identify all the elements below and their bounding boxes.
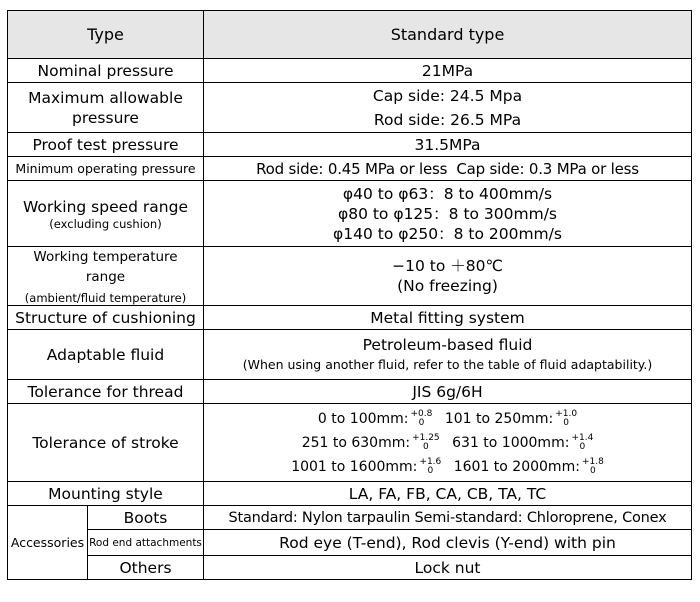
stroke-item: 631 to 1000mm: +1.4 0 bbox=[452, 432, 594, 452]
header-standard-type: Standard type bbox=[204, 11, 692, 59]
label-max-allowable-pressure bbox=[8, 83, 204, 133]
stroke-tolerance-fraction: +1.4 0 bbox=[571, 432, 594, 452]
value-mounting-style: LA, FA, FB, CA, CB, TA, TC bbox=[204, 482, 692, 506]
value-stroke-tolerance bbox=[204, 404, 692, 482]
label-working-speed bbox=[8, 181, 204, 247]
label-accessories: Accessories bbox=[8, 506, 88, 580]
header-type: Type bbox=[8, 11, 204, 59]
label-working-speed-sub: (excluding cushion) bbox=[49, 216, 162, 231]
stroke-item: 0 to 100mm: +0.8 0 bbox=[317, 408, 433, 428]
label-working-temperature bbox=[8, 247, 204, 306]
label-max-line1: Maximum allowable bbox=[28, 88, 183, 107]
label-proof-test-pressure: Proof test pressure bbox=[8, 133, 204, 157]
stroke-line-2 bbox=[208, 431, 687, 455]
temp-range: −10 to ＋80℃ bbox=[392, 257, 503, 275]
label-others: Others bbox=[88, 556, 204, 580]
label-rod-end: Rod end attachments bbox=[88, 530, 204, 556]
stroke-item: 251 to 630mm: +1.25 0 bbox=[301, 432, 440, 452]
row-accessories-boots bbox=[8, 506, 692, 530]
fluid-note: (When using another fluid, refer to the table of fluid adaptability.) bbox=[242, 356, 653, 372]
label-working-temp-main: Working temperature range bbox=[33, 249, 178, 285]
value-others: Lock nut bbox=[204, 556, 692, 580]
stroke-tolerance-fraction: +1.25 0 bbox=[412, 432, 440, 452]
stroke-item: 1601 to 2000mm: +1.8 0 bbox=[453, 456, 604, 476]
value-rod-end: Rod eye (T-end), Rod clevis (Y-end) with pin bbox=[204, 530, 692, 556]
stroke-line-3 bbox=[208, 455, 687, 479]
label-thread-tolerance: Tolerance for thread bbox=[8, 380, 204, 404]
value-adaptable-fluid bbox=[204, 330, 692, 380]
stroke-item: 1001 to 1600mm: +1.6 0 bbox=[291, 456, 442, 476]
row-accessories-others bbox=[8, 556, 692, 580]
fluid-value: Petroleum-based fluid bbox=[362, 335, 533, 354]
header-row bbox=[8, 11, 692, 59]
row-nominal-pressure bbox=[8, 59, 692, 83]
row-stroke-tolerance bbox=[8, 404, 692, 482]
stroke-tolerance-fraction: +0.8 0 bbox=[410, 408, 433, 428]
stroke-tolerance-fraction: +1.0 0 bbox=[555, 408, 578, 428]
value-cap-side: Cap side: 24.5 Mpa bbox=[372, 86, 523, 105]
spec-table bbox=[7, 10, 692, 580]
label-stroke-tolerance: Tolerance of stroke bbox=[8, 404, 204, 482]
row-cushioning bbox=[8, 306, 692, 330]
row-working-speed bbox=[8, 181, 692, 247]
value-boots: Standard: Nylon tarpaulin Semi-standard: Chloroprene, Conex bbox=[204, 506, 692, 530]
speed-line-1: φ40 to φ63：8 to 400mm/s bbox=[342, 184, 553, 203]
label-cushioning: Structure of cushioning bbox=[8, 306, 204, 330]
value-working-speed bbox=[204, 181, 692, 247]
speed-line-2: φ80 to φ125：8 to 300mm/s bbox=[337, 204, 558, 223]
row-max-allowable-pressure bbox=[8, 83, 692, 133]
value-min-operating-pressure: Rod side: 0.45 MPa or less Cap side: 0.3 MPa or less bbox=[204, 157, 692, 181]
stroke-tolerance-fraction: +1.8 0 bbox=[581, 456, 604, 476]
row-min-operating-pressure bbox=[8, 157, 692, 181]
value-cushioning: Metal fitting system bbox=[204, 306, 692, 330]
value-working-temperature bbox=[204, 247, 692, 306]
value-thread-tolerance: JIS 6g/6H bbox=[204, 380, 692, 404]
temp-note: (No freezing) bbox=[397, 277, 498, 295]
stroke-item: 101 to 250mm: +1.0 0 bbox=[444, 408, 578, 428]
row-accessories-rod-end bbox=[8, 530, 692, 556]
row-proof-test-pressure bbox=[8, 133, 692, 157]
stroke-tolerance-fraction: +1.6 0 bbox=[419, 456, 442, 476]
label-nominal-pressure: Nominal pressure bbox=[8, 59, 204, 83]
row-thread-tolerance bbox=[8, 380, 692, 404]
label-max-line2: pressure bbox=[72, 108, 139, 127]
stroke-line-1 bbox=[208, 407, 687, 431]
row-mounting-style bbox=[8, 482, 692, 506]
label-min-operating-pressure: Minimum operating pressure bbox=[8, 157, 204, 181]
value-nominal-pressure: 21MPa bbox=[204, 59, 692, 83]
label-working-speed-main: Working speed range bbox=[23, 197, 188, 216]
value-proof-test-pressure: 31.5MPa bbox=[204, 133, 692, 157]
value-max-allowable-pressure bbox=[204, 83, 692, 133]
label-working-temp-sub: (ambient/fluid temperature) bbox=[24, 291, 187, 305]
label-adaptable-fluid: Adaptable fluid bbox=[8, 330, 204, 380]
row-adaptable-fluid bbox=[8, 330, 692, 380]
value-rod-side: Rod side: 26.5 MPa bbox=[373, 110, 522, 129]
row-working-temperature bbox=[8, 247, 692, 306]
label-mounting-style: Mounting style bbox=[8, 482, 204, 506]
speed-line-3: φ140 to φ250：8 to 200mm/s bbox=[333, 224, 562, 243]
label-boots: Boots bbox=[88, 506, 204, 530]
